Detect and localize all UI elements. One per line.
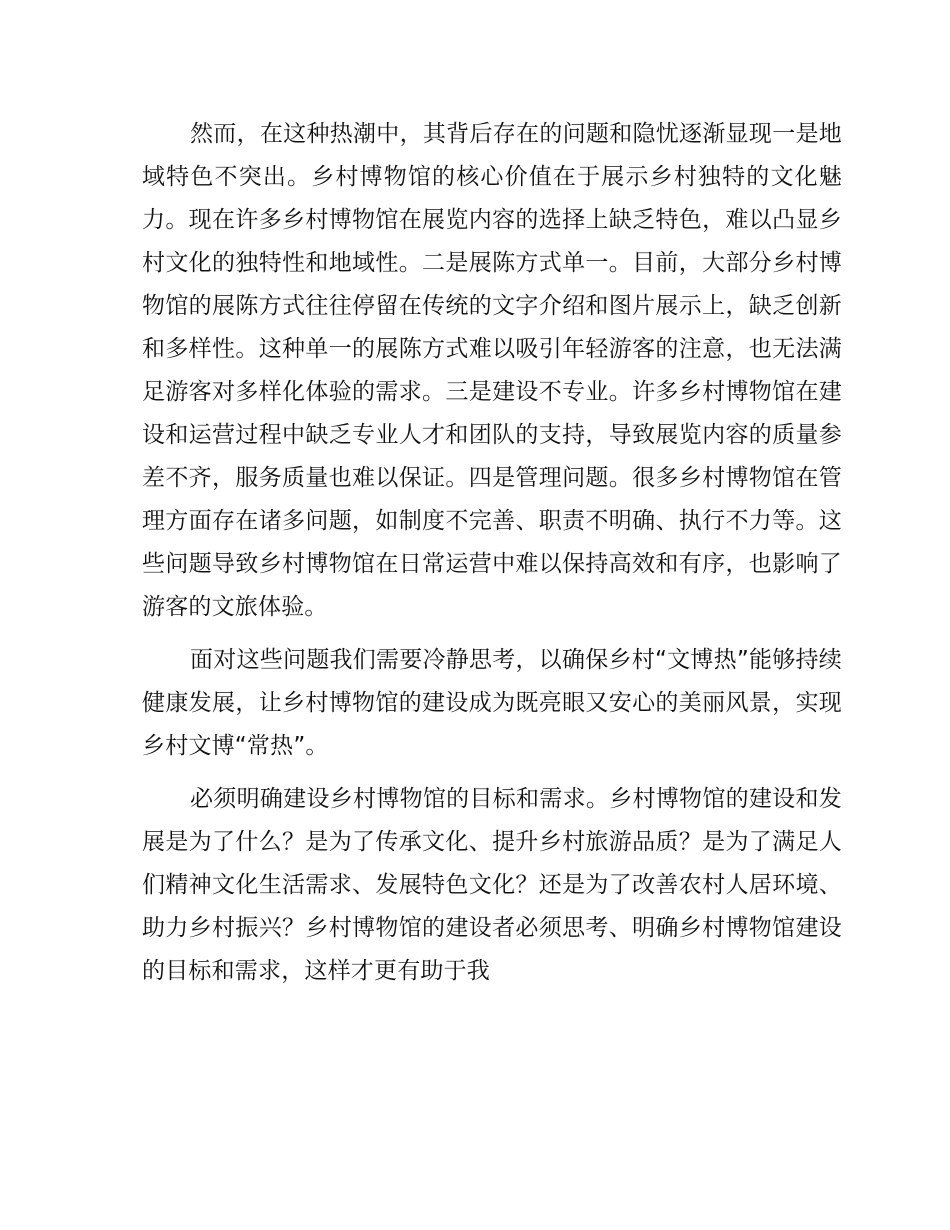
paragraph-reflection: 面对这些问题我们需要冷静思考，以确保乡村“文博热”能够持续健康发展，让乡村博物馆的建设成为既亮眼又安心的美丽风景，实现乡村文博“常热”。 (142, 647, 842, 759)
paragraph-problems: 然而，在这种热潮中，其背后存在的问题和隐忧逐渐显现一是地域特色不突出。乡村博物馆的核心价值在于展示乡村独特的文化魅力。现在许多乡村博物馆在展览内容的选择上缺乏特色，难以凸显乡村文化的独特性和地域性。二是展陈方式单一。目前，大部分乡村博物馆的展陈方式往往停留在传统的文字介绍和图片展示上，缺乏创新和多样性。这种单一的展陈方式难以吸引年轻游客的注意，也无法满足游客对多样化体验的需求。三是建设不专业。许多乡村博物馆在建设和运营过程中缺乏专业人才和团队的支持，导致展览内容的质量参差不齐，服务质量也难以保证。四是管理问题。很多乡村博物馆在管理方面存在诸多问题，如制度不完善、职责不明确、执行不力等。这些问题导致乡村博物馆在日常运营中难以保持高效和有序，也影响了游客的文旅体验。 (142, 121, 842, 620)
paragraph-goals: 必须明确建设乡村博物馆的目标和需求。乡村博物馆的建设和发展是为了什么？是为了传承文化、提升乡村旅游品质？是为了满足人们精神文化生活需求、发展特色文化？还是为了改善农村人居环境、助力乡村振兴？乡村博物馆的建设者必须思考、明确乡村博物馆建设的目标和需求，这样才更有助于我 (142, 786, 842, 984)
document-body (142, 113, 842, 1003)
